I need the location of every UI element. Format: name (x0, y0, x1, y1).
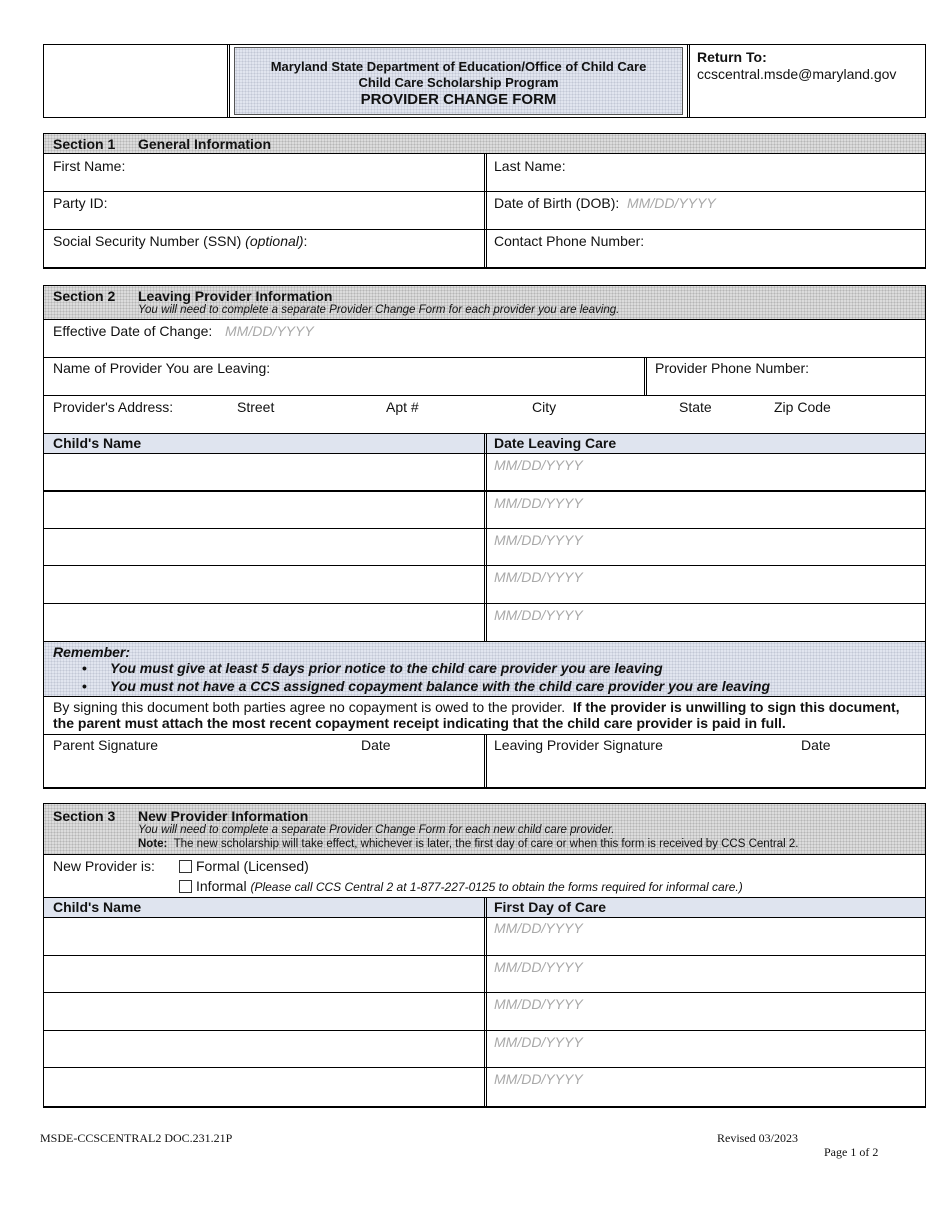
s1-row-ssn (44, 230, 925, 268)
child-name-cell[interactable] (44, 566, 484, 603)
child-name-cell[interactable] (44, 956, 484, 992)
informal-note: (Please call CCS Central 2 at 1-877-227-0125 to obtain the forms required for informal care.) (250, 880, 743, 894)
agreement-text: By signing this document both parties agree no copayment is owed to the provider. If the provider is unwilling to sign this document, the parent must attach the most recent copayment receipt indicating that the child care provider is paid in full. (44, 697, 925, 735)
table-row (44, 918, 925, 956)
date-leaving-cell[interactable]: MM/DD/YYYY (484, 604, 925, 641)
table-row (44, 993, 925, 1031)
date-leaving-cell[interactable]: MM/DD/YYYY (484, 492, 925, 528)
footer-revised: Revised 03/2023 (717, 1131, 798, 1145)
first-day-cell[interactable]: MM/DD/YYYY (484, 993, 925, 1030)
return-label: Return To: (697, 49, 767, 65)
informal-option[interactable]: Informal (Please call CCS Central 2 at 1-877-227-0125 to obtain the forms required for informal care.) (179, 878, 743, 894)
section-2-number: Section 2 (53, 288, 116, 304)
leaving-provider-signature-label: Leaving Provider Signature (494, 737, 663, 753)
first-day-cell[interactable]: MM/DD/YYYY (484, 1031, 925, 1067)
section-2-title: Leaving Provider Information (138, 288, 333, 304)
first-name-label: First Name: (53, 158, 126, 174)
bullet-icon: • (82, 678, 87, 694)
provider-name-label: Name of Provider You are Leaving: (53, 360, 271, 376)
child-name-cell[interactable] (44, 918, 484, 955)
form-title: PROVIDER CHANGE FORM (360, 91, 557, 108)
party-id-label: Party ID: (53, 195, 108, 211)
s2-row-address[interactable] (44, 396, 925, 434)
first-day-cell[interactable]: MM/DD/YYYY (484, 1068, 925, 1107)
table-row (44, 454, 925, 492)
return-email: ccscentral.msde@maryland.gov (697, 66, 897, 82)
child-name-cell[interactable] (44, 529, 484, 565)
section-3-number: Section 3 (53, 808, 116, 824)
footer-doc-id: MSDE-CCSCENTRAL2 DOC.231.21P (40, 1131, 233, 1145)
remember-item: You must give at least 5 days prior notice to the child care provider you are leaving (110, 660, 663, 676)
s2-col-child-name: Child's Name (53, 435, 142, 451)
new-provider-type-row (44, 855, 925, 898)
state-label: State (679, 399, 712, 415)
effective-date-placeholder: MM/DD/YYYY (225, 323, 314, 339)
date-leaving-cell[interactable]: MM/DD/YYYY (484, 529, 925, 565)
party-id-field[interactable] (44, 192, 484, 229)
logo-area (44, 45, 230, 117)
dob-placeholder: MM/DD/YYYY (627, 195, 716, 211)
informal-checkbox[interactable] (179, 880, 192, 893)
effective-date-label: Effective Date of Change: (53, 323, 213, 339)
parent-signature-label: Parent Signature (53, 737, 159, 753)
remember-title: Remember: (53, 644, 131, 660)
parent-date-label: Date (361, 737, 391, 753)
remember-item: You must not have a CCS assigned copayment balance with the child care provider you are leaving (110, 678, 770, 694)
table-row (44, 604, 925, 642)
last-name-label: Last Name: (494, 158, 566, 174)
section-1-header (44, 134, 925, 154)
section-1-number: Section 1 (53, 136, 116, 152)
dob-label: Date of Birth (DOB): (494, 195, 620, 211)
table-row (44, 492, 925, 529)
section-3-title: New Provider Information (138, 808, 309, 824)
formal-option[interactable]: Formal (Licensed) (179, 858, 309, 874)
s2-row-effective[interactable] (44, 320, 925, 358)
contact-phone-label: Contact Phone Number: (494, 233, 645, 249)
section-2-subtitle: You will need to complete a separate Provider Change Form for each provider you are leaving. (138, 304, 620, 316)
remember-box (44, 642, 925, 697)
child-name-cell[interactable] (44, 492, 484, 528)
footer-page-number: Page 1 of 2 (824, 1145, 879, 1159)
child-name-cell[interactable] (44, 1068, 484, 1107)
apt-label: Apt # (386, 399, 419, 415)
contact-phone-field[interactable] (484, 230, 925, 268)
provider-phone-field[interactable] (644, 358, 925, 395)
section-2-header (44, 286, 925, 320)
address-label: Provider's Address: (53, 399, 174, 415)
table-row (44, 529, 925, 566)
s1-row-id (44, 192, 925, 230)
child-name-cell[interactable] (44, 1031, 484, 1067)
s3-col-first-day: First Day of Care (494, 899, 607, 915)
section-3-note: Note: The new scholarship will take effect, whichever is later, the first day of care or when this form is received by CCS Central 2. (138, 838, 799, 850)
child-name-cell[interactable] (44, 993, 484, 1030)
provider-name-field[interactable] (44, 358, 644, 395)
provider-phone-label: Provider Phone Number: (655, 360, 810, 376)
ssn-field[interactable] (44, 230, 484, 268)
first-day-cell[interactable]: MM/DD/YYYY (484, 956, 925, 992)
signature-row (44, 735, 925, 788)
s2-row-provider (44, 358, 925, 396)
s2-col-date-leaving: Date Leaving Care (494, 435, 617, 451)
bullet-icon: • (82, 660, 87, 676)
parent-signature-field[interactable] (44, 735, 484, 788)
formal-checkbox[interactable] (179, 860, 192, 873)
leaving-provider-date-label: Date (801, 737, 831, 753)
section-3-header (44, 804, 925, 855)
s3-col-child-name: Child's Name (53, 899, 142, 915)
table-row (44, 956, 925, 993)
date-leaving-cell[interactable]: MM/DD/YYYY (484, 566, 925, 603)
table-row (44, 566, 925, 604)
ssn-label: Social Security Number (SSN) (optional): (53, 233, 308, 249)
city-label: City (532, 399, 557, 415)
last-name-field[interactable] (484, 154, 925, 191)
street-label: Street (237, 399, 275, 415)
first-day-cell[interactable]: MM/DD/YYYY (484, 918, 925, 955)
child-name-cell[interactable] (44, 454, 484, 490)
dob-field[interactable] (484, 192, 925, 229)
header-title-box (234, 47, 683, 115)
section-3-subtitle: You will need to complete a separate Provider Change Form for each new child care provider. (138, 824, 615, 836)
program-name: Child Care Scholarship Program (358, 75, 559, 90)
s3-table-header (44, 898, 925, 918)
date-leaving-cell[interactable]: MM/DD/YYYY (484, 454, 925, 490)
table-row (44, 1031, 925, 1068)
child-name-cell[interactable] (44, 604, 484, 641)
table-row (44, 1068, 925, 1107)
section-1-title: General Information (138, 136, 272, 152)
s2-table-header (44, 434, 925, 454)
header (43, 44, 926, 118)
s1-row-name (44, 154, 925, 192)
new-provider-is-label: New Provider is: (53, 858, 155, 874)
agency-name: Maryland State Department of Education/Office of Child Care (270, 59, 647, 74)
first-name-field[interactable] (44, 154, 484, 191)
return-box (687, 45, 925, 117)
leaving-provider-signature-field[interactable] (484, 735, 925, 788)
zip-label: Zip Code (774, 399, 831, 415)
